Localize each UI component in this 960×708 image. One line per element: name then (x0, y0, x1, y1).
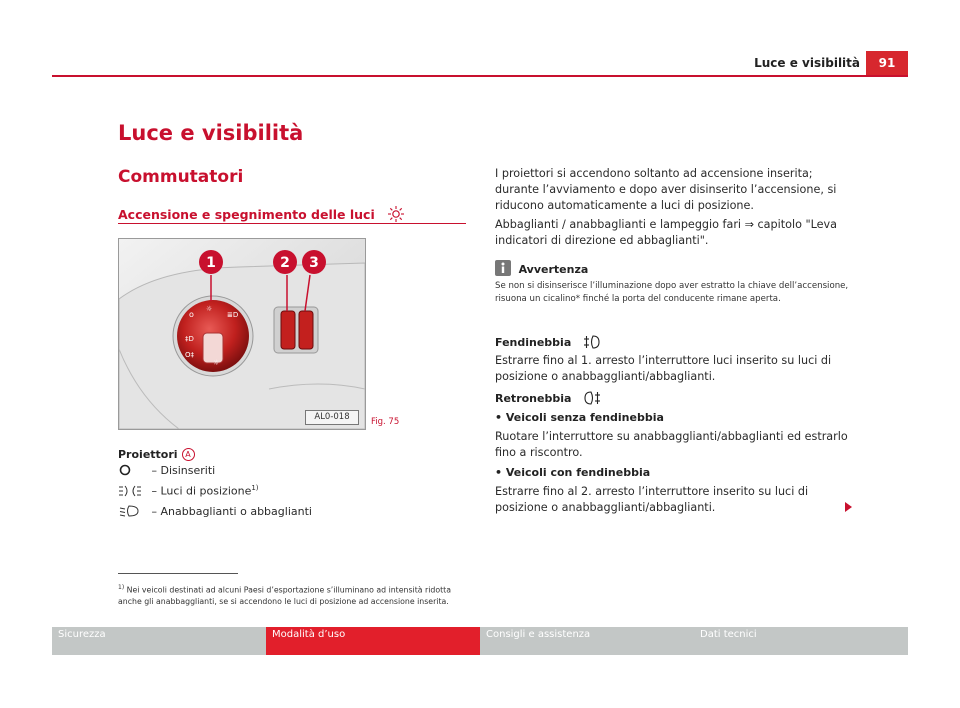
legend-text-headlight: – Anabbaglianti o abbaglianti (151, 504, 312, 518)
intro-paragraph: I proiettori si accendono soltanto ad accensione inserita; durante l’avviamento e dopo aver disinserito l’accensione, si riducono automaticamente a luci di posizione. (495, 167, 837, 212)
figure-light-switch (118, 238, 366, 430)
svg-text:o: o (189, 310, 194, 319)
fendinebbia-header (495, 334, 855, 355)
bullet-with-fog-text: Estrarre fino al 2. arresto l’interruttore inserito su luci di posizione o anabbagglianti/abbaglianti. (495, 485, 809, 514)
subsection-title-text: Accensione e spegnimento delle luci (118, 207, 375, 222)
light-switch-illustration (119, 239, 365, 429)
svg-text:≣D: ≣D (227, 311, 239, 319)
headlight-icon (118, 504, 148, 518)
proiettori-heading-text: Proiettori (118, 448, 178, 461)
figure-code: AL0-018 (305, 410, 359, 425)
rear-fog-icon (583, 390, 601, 411)
continue-arrow-icon (845, 502, 852, 512)
legend-text-parking (152, 484, 259, 498)
footnote-marker-ref: 1) (251, 484, 259, 493)
retronebbia-header (495, 390, 855, 411)
svg-text:☼: ☼ (213, 359, 220, 367)
callout-2: 2 (280, 255, 290, 271)
footnote-marker: 1) (118, 584, 125, 591)
figure-caption: Fig. 75 (371, 417, 400, 427)
footer-tab-sicurezza-label: Sicurezza (58, 629, 106, 640)
page-number: 91 (866, 51, 908, 75)
footer-tab-dati-tecnici-label: Dati tecnici (700, 629, 757, 640)
footnote-text: Nei veicoli destinati ad alcuni Paesi d’esportazione s’illuminano ad intensità ridotta anche gli anabbagglianti, se si accendono le luci di posizione ad accensione inserita. (118, 585, 452, 606)
off-icon (118, 463, 148, 477)
bullet-with-fog: • Veicoli con fendinebbia (495, 466, 651, 479)
note-text: Se non si disinserisce l’illuminazione dopo aver estratto la chiave dell’accensione, risuona un cicalino* finché la porta del conducente rimane aperta. (495, 281, 849, 304)
proiettori-heading (118, 448, 195, 461)
retronebbia-heading: Retronebbia (495, 392, 572, 405)
note-header (495, 260, 855, 278)
header-rule (52, 75, 908, 77)
parking-lights-icon (118, 484, 148, 498)
footer-tab-modalita-label: Modalità d’uso (272, 629, 346, 640)
svg-text:O‡: O‡ (185, 351, 195, 359)
legend-item-headlight (118, 504, 312, 522)
footer-tab-dati-tecnici[interactable] (694, 627, 908, 655)
bullet-without-fog-text: Ruotare l’interruttore su anabbagglianti/abbaglianti ed estrarlo fino a riscontro. (495, 430, 848, 459)
subsection-rule (118, 223, 466, 224)
callout-3: 3 (309, 255, 319, 271)
footnote-rule (118, 573, 238, 574)
fendinebbia-text: Estrarre fino al 1. arresto l’interruttore luci inserito su luci di posizione o anabbagglianti/abbaglianti. (495, 354, 832, 383)
legend-item-off (118, 463, 215, 481)
fendinebbia-heading: Fendinebbia (495, 336, 572, 349)
footer-tab-modalita[interactable] (266, 627, 480, 655)
abbaglianti-paragraph: Abbaglianti / anabbaglianti e lampeggio fari ⇒ capitolo "Leva indicatori di direzione ed abbaglianti". (495, 218, 838, 247)
note-title: Avvertenza (518, 263, 589, 276)
svg-text:‡D: ‡D (185, 335, 194, 343)
legend-text-parking-main: – Luci di posizione (151, 484, 252, 498)
svg-text:☼: ☼ (206, 305, 213, 313)
footer-tab-sicurezza[interactable] (52, 627, 266, 655)
callout-1: 1 (206, 255, 216, 271)
legend-item-parking (118, 484, 259, 502)
figure-ref-badge: A (182, 448, 195, 461)
chapter-title: Luce e visibilità (118, 121, 304, 145)
footnote (118, 582, 466, 607)
footer-tab-consigli[interactable] (480, 627, 694, 655)
running-header-title: Luce e visibilità (754, 56, 860, 70)
front-fog-icon (583, 334, 601, 355)
info-icon (495, 260, 511, 276)
footer-tab-consigli-label: Consigli e assistenza (486, 629, 591, 640)
section-title: Commutatori (118, 167, 244, 187)
legend-text-off: – Disinseriti (151, 463, 216, 477)
bullet-without-fog: • Veicoli senza fendinebbia (495, 411, 664, 424)
